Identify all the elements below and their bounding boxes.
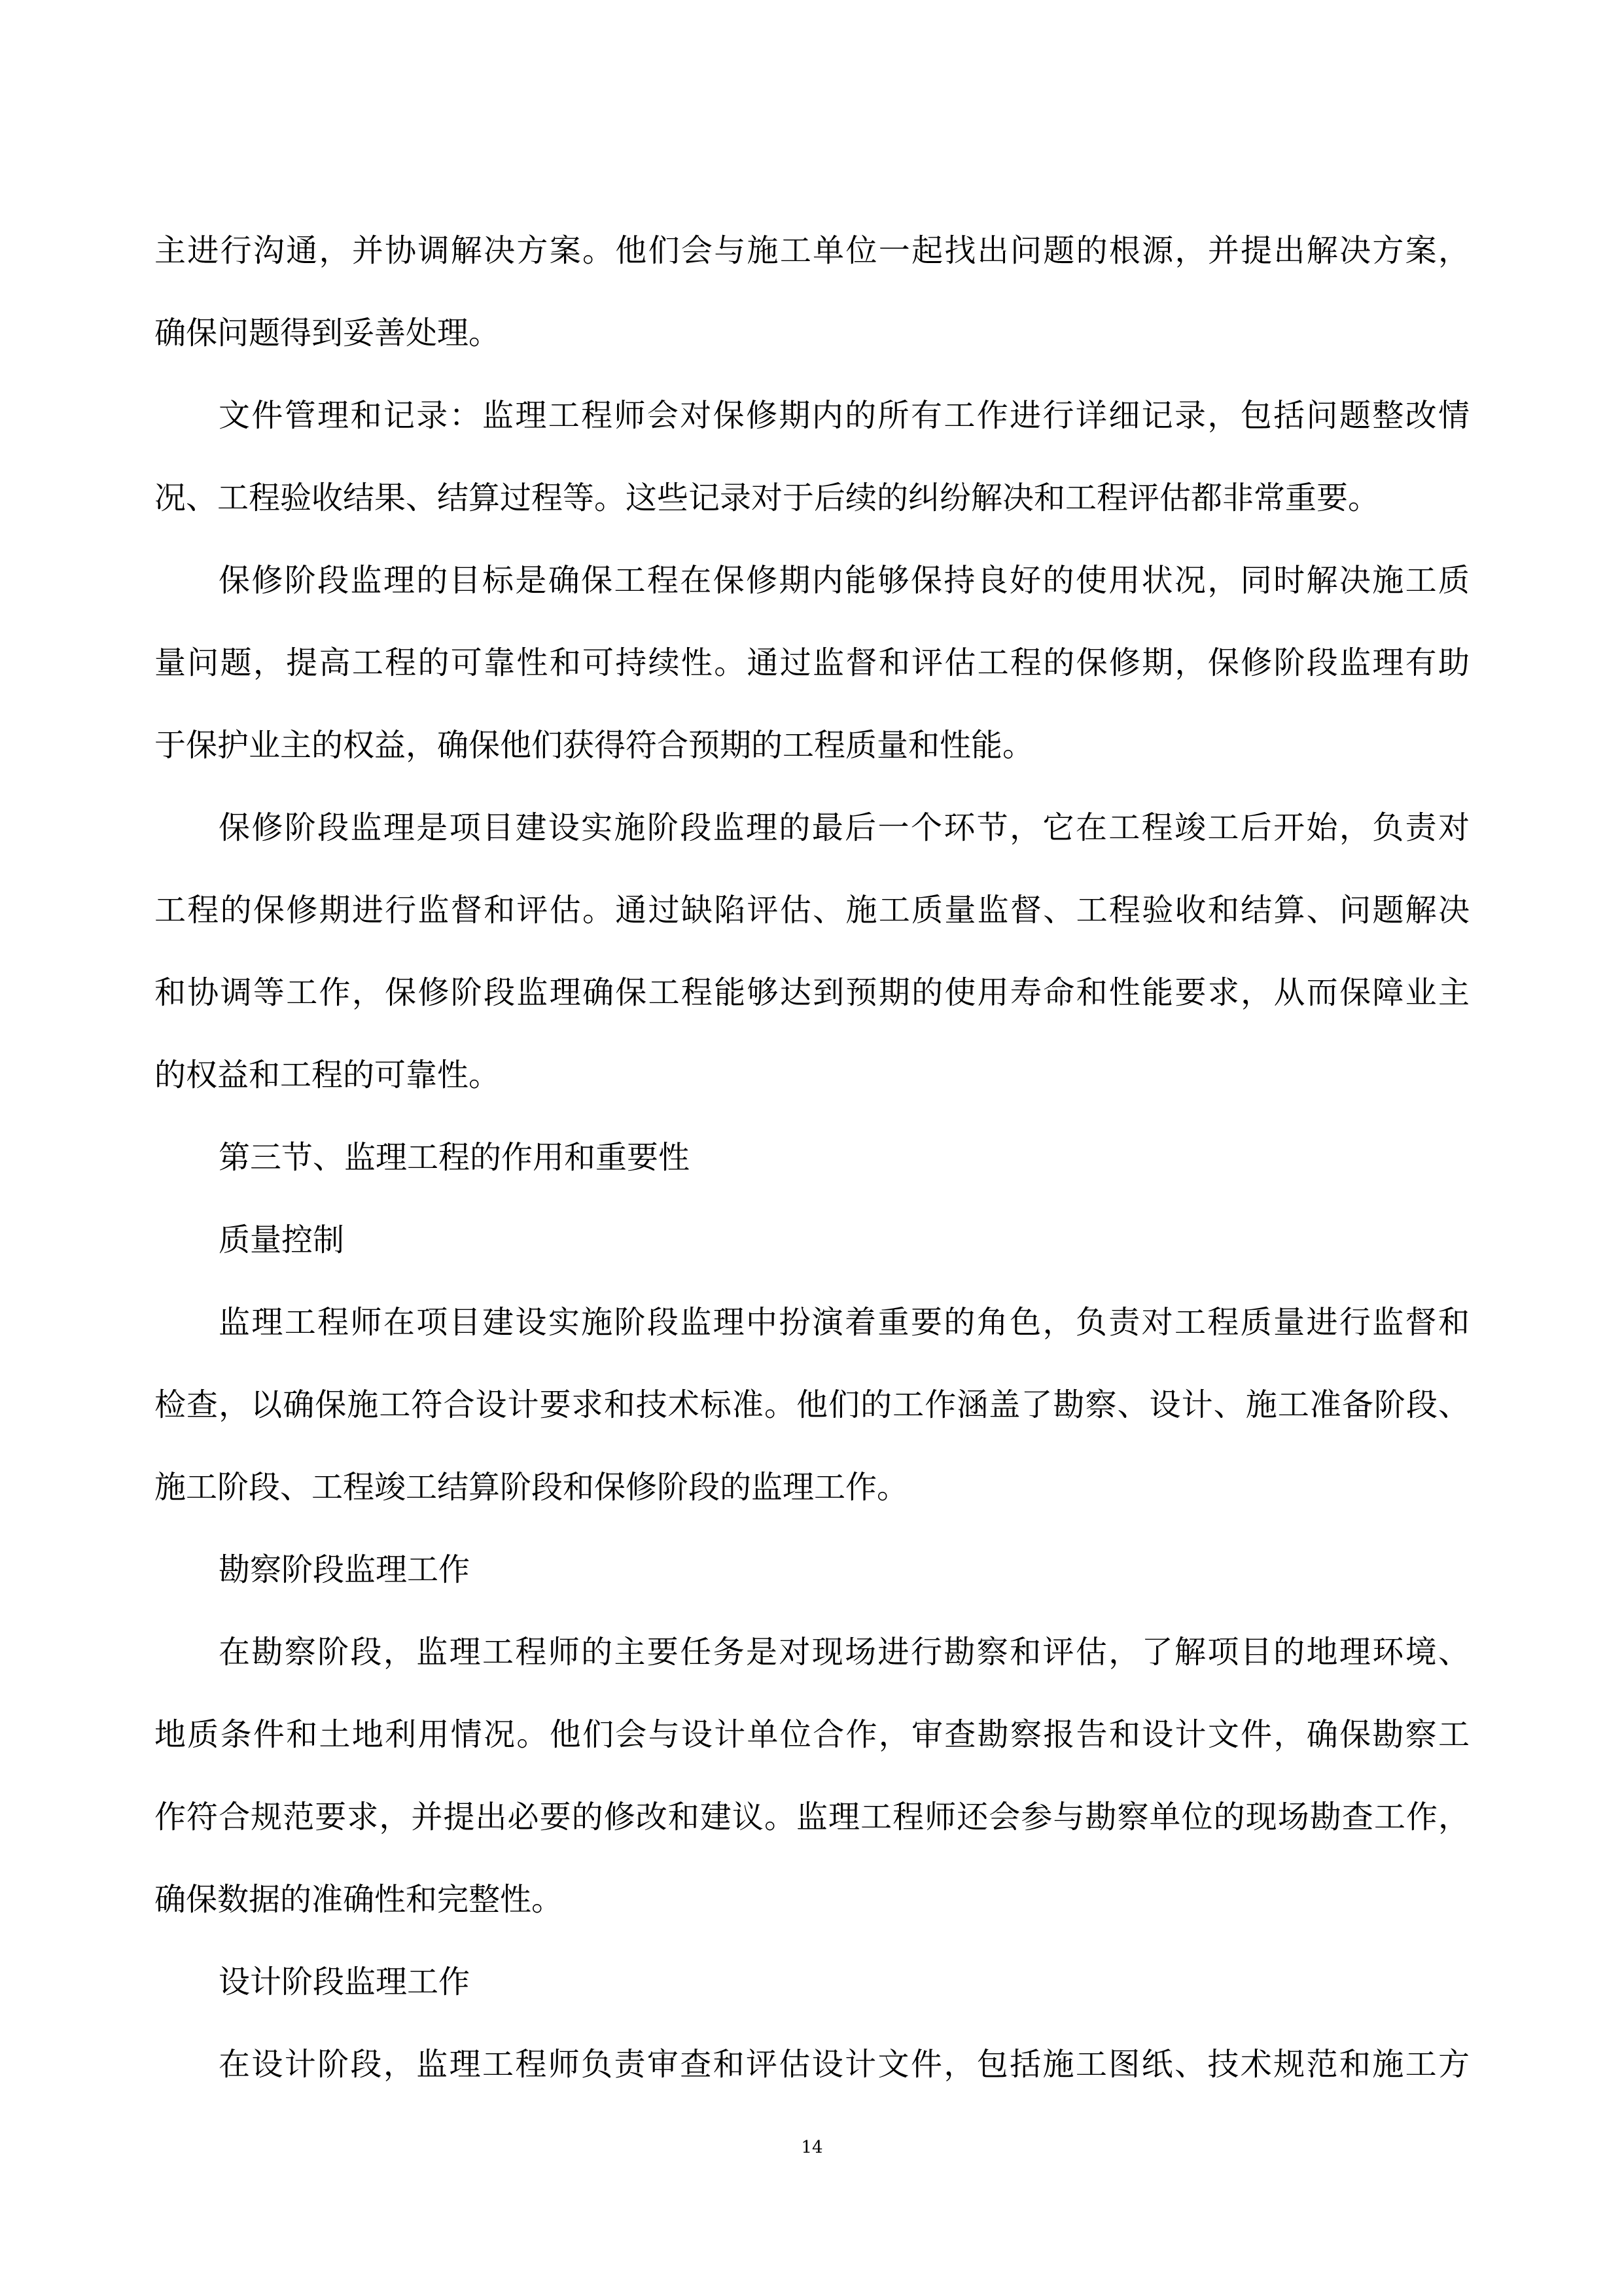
text-line: 的权益和工程的可靠性。 xyxy=(154,1057,501,1093)
text-line: 保修阶段监理的目标是确保工程在保修期内能够保持良好的使用状况，同时解决施工质 xyxy=(219,562,1470,599)
text-line: 检查，以确保施工符合设计要求和技术标准。他们的工作涵盖了勘察、设计、施工准备阶段、 xyxy=(154,1386,1470,1423)
text-line: 确保问题得到妥善处理。 xyxy=(154,315,501,351)
text-line: 工程的保修期进行监督和评估。通过缺陷评估、施工质量监督、工程验收和结算、问题解决 xyxy=(154,892,1470,928)
subsection-heading: 勘察阶段监理工作 xyxy=(219,1551,470,1588)
section-heading: 第三节、监理工程的作用和重要性 xyxy=(219,1139,690,1176)
subsection-heading: 质量控制 xyxy=(219,1222,345,1258)
subsection-heading: 设计阶段监理工作 xyxy=(219,1964,470,2000)
text-line: 文件管理和记录：监理工程师会对保修期内的所有工作进行详细记录，包括问题整改情 xyxy=(219,397,1470,434)
page-number: 14 xyxy=(801,2138,823,2157)
text-line: 地质条件和土地利用情况。他们会与设计单位合作，审查勘察报告和设计文件，确保勘察工 xyxy=(154,1716,1470,1753)
text-line: 施工阶段、工程竣工结算阶段和保修阶段的监理工作。 xyxy=(154,1469,909,1506)
text-line: 主进行沟通，并协调解决方案。他们会与施工单位一起找出问题的根源，并提出解决方案， xyxy=(154,232,1470,269)
page-body xyxy=(154,209,1470,2106)
text-line: 确保数据的准确性和完整性。 xyxy=(154,1881,563,1918)
text-line: 况、工程验收结果、结算过程等。这些记录对于后续的纠纷解决和工程评估都非常重要。 xyxy=(154,480,1380,516)
text-line: 量问题，提高工程的可靠性和可持续性。通过监督和评估工程的保修期，保修阶段监理有助 xyxy=(154,645,1470,681)
text-line: 在设计阶段，监理工程师负责审查和评估设计文件，包括施工图纸、技术规范和施工方 xyxy=(219,2046,1470,2083)
text-line: 和协调等工作，保修阶段监理确保工程能够达到预期的使用寿命和性能要求，从而保障业主 xyxy=(154,974,1470,1011)
text-line: 在勘察阶段，监理工程师的主要任务是对现场进行勘察和评估，了解项目的地理环境、 xyxy=(219,1634,1470,1670)
text-line: 作符合规范要求，并提出必要的修改和建议。监理工程师还会参与勘察单位的现场勘查工作， xyxy=(154,1799,1470,1835)
text-line: 监理工程师在项目建设实施阶段监理中扮演着重要的角色，负责对工程质量进行监督和 xyxy=(219,1304,1470,1341)
text-line: 保修阶段监理是项目建设实施阶段监理的最后一个环节，它在工程竣工后开始，负责对 xyxy=(219,809,1470,846)
text-line: 于保护业主的权益，确保他们获得符合预期的工程质量和性能。 xyxy=(154,727,1034,764)
